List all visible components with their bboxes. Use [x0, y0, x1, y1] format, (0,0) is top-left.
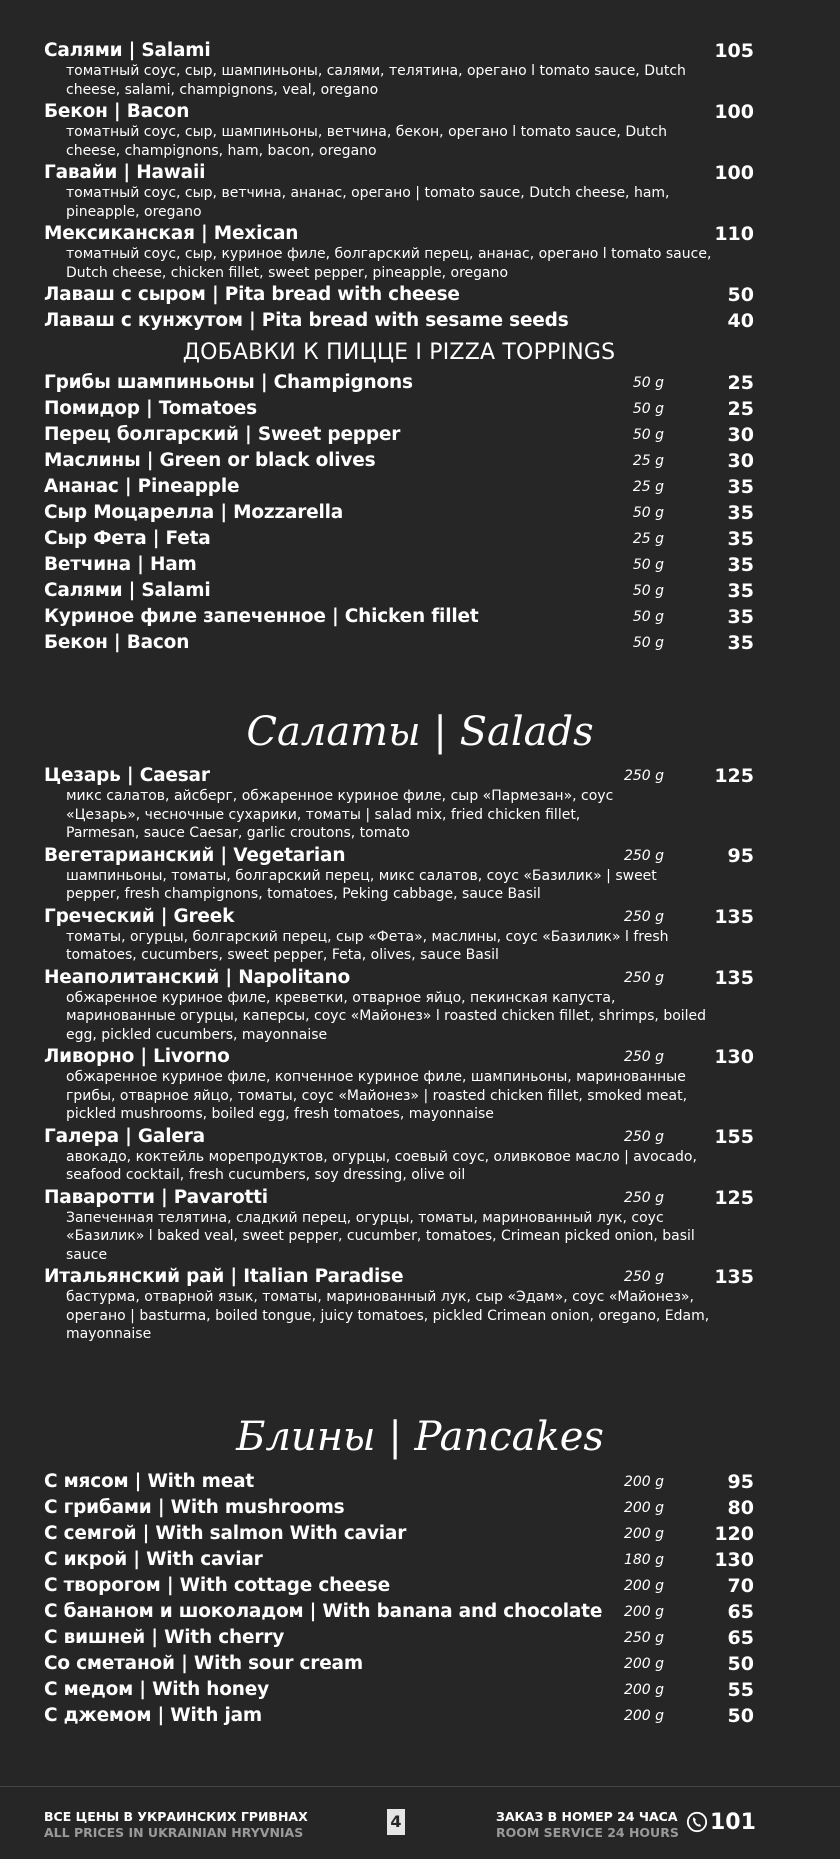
item-price: 35	[727, 502, 754, 524]
menu-item	[44, 630, 754, 656]
item-price: 40	[727, 310, 754, 332]
item-weight: 200 g	[623, 1708, 664, 1724]
item-weight: 250 g	[623, 1630, 664, 1646]
item-price: 65	[727, 1601, 754, 1623]
room-service-phone: 101	[710, 1810, 756, 1835]
item-name: С бананом и шоколадом | With banana and chocolate	[44, 1601, 603, 1622]
menu-item	[44, 160, 754, 221]
item-weight: 250 g	[623, 908, 664, 925]
item-price: 50	[727, 284, 754, 306]
item-price: 35	[727, 606, 754, 628]
menu-item	[44, 763, 754, 843]
item-name: Лаваш с сыром | Pita bread with cheese	[44, 284, 460, 305]
item-name: Со сметаной | With sour cream	[44, 1653, 363, 1674]
menu-item	[44, 500, 754, 526]
item-name: С грибами | With mushrooms	[44, 1497, 345, 1518]
menu-item	[44, 1573, 754, 1599]
item-weight: 200 g	[623, 1526, 664, 1542]
item-weight: 25 g	[632, 479, 664, 495]
menu-item	[44, 99, 754, 160]
item-description: томаты, огурцы, болгарский перец, сыр «Фета», маслины, соус «Базилик» l fresh tomatoes, cucumbers, sweet pepper, Feta, olives, sauce Basil	[66, 928, 669, 963]
item-weight: 250 g	[623, 768, 664, 784]
menu-item	[44, 965, 754, 1045]
item-weight: 50 g	[632, 583, 664, 599]
item-price: 35	[727, 554, 754, 576]
item-weight: 50 g	[632, 375, 664, 391]
item-name: Грибы шампиньоны | Champignons	[44, 372, 413, 393]
menu-item	[44, 1521, 754, 1547]
item-name: Галера | Galera	[44, 1125, 205, 1147]
item-weight: 25 g	[632, 453, 664, 469]
item-name: Итальянский рай | Italian Paradise	[44, 1266, 404, 1287]
item-name: Цезарь | Caesar	[44, 765, 210, 786]
item-price: 135	[714, 1266, 754, 1288]
item-description: томатный соус, сыр, шампиньоны, ветчина, бекон, орегано l tomato sauce, Dutch cheese, champignons, ham, bacon, oregano	[66, 124, 668, 159]
menu-item	[44, 552, 754, 578]
item-weight: 200 g	[623, 1474, 664, 1490]
menu-item	[44, 474, 754, 500]
menu-item	[44, 1547, 754, 1573]
item-name: Ливорно | Livorno	[44, 1046, 230, 1067]
item-weight: 250 g	[623, 1128, 664, 1145]
item-weight: 50 g	[632, 609, 664, 625]
pancakes-list	[44, 1469, 754, 1729]
item-price: 95	[727, 1471, 754, 1493]
item-price: 100	[714, 162, 754, 184]
salads-list	[44, 763, 754, 1344]
item-description: обжаренное куриное филе, креветки, отварное яйцо, пекинская капуста, маринованные огурцы, каперсы, соус «Майонез» l roasted chicken fillet, shrimps, boiled egg, pickled cucumbers, mayonnaise	[66, 989, 707, 1043]
menu-item	[44, 1677, 754, 1703]
item-description: авокадо, коктейль морепродуктов, огурцы, соевый соус, оливковое масло | avocado, seafood cocktail, fresh cucumbers, soy dressing, olive oil	[66, 1148, 697, 1183]
item-price: 100	[714, 101, 754, 123]
item-price: 35	[727, 528, 754, 550]
item-description: микс салатов, айсберг, обжаренное куриное филе, сыр «Пармезан», соус «Цезарь», чесночные сухарики, томаты | salad mix, fried chicken fillet, Parmesan, sauce Caesar, garlic croutons, tomato	[66, 788, 614, 841]
item-price: 155	[714, 1125, 754, 1148]
item-name: Вегетарианский | Vegetarian	[44, 844, 346, 866]
room-service-en: ROOM SERVICE 24 HOURS	[496, 1825, 679, 1840]
item-price: 130	[714, 1549, 754, 1571]
item-weight: 250 g	[623, 969, 664, 986]
menu-item	[44, 1469, 754, 1495]
menu-item	[44, 422, 754, 448]
item-weight: 250 g	[623, 1189, 664, 1206]
item-description: Запеченная телятина, сладкий перец, огурцы, томаты, маринованный лук, соус «Базилик» l baked veal, sweet pepper, cucumber, tomatoes, Crimean picked onion, basil sauce	[66, 1209, 695, 1263]
item-name: Лаваш с кунжутом | Pita bread with sesame seeds	[44, 310, 569, 331]
item-name: С джемом | With jam	[44, 1705, 263, 1726]
item-name: Куриное филе запеченное | Chicken fillet	[44, 606, 479, 627]
item-weight: 200 g	[623, 1500, 664, 1516]
page-number: 4	[387, 1809, 405, 1835]
prices-note-en: ALL PRICES IN UKRAINIAN HRYVNIAS	[44, 1825, 304, 1840]
menu-item	[44, 1264, 754, 1344]
menu-item	[44, 1599, 754, 1625]
item-price: 55	[727, 1679, 754, 1701]
item-description: бастурма, отварной язык, томаты, маринованный лук, сыр «Эдам», соус «Майонез», орегано | basturma, boiled tongue, juicy tomatoes, pickled Crimean onion, oregano, Edam, mayonnaise	[66, 1289, 710, 1342]
item-weight: 180 g	[623, 1552, 664, 1568]
item-weight: 50 g	[632, 635, 664, 651]
menu-item	[44, 1495, 754, 1521]
menu-item	[44, 604, 754, 630]
toppings-list	[44, 370, 754, 656]
item-price: 70	[727, 1575, 754, 1597]
item-weight: 50 g	[632, 401, 664, 417]
item-weight: 200 g	[623, 1656, 664, 1672]
item-price: 120	[714, 1523, 754, 1545]
item-name: Паваротти | Pavarotti	[44, 1186, 268, 1208]
prices-note	[44, 1809, 308, 1841]
item-price: 95	[727, 844, 754, 867]
item-name: С вишней | With cherry	[44, 1627, 285, 1648]
item-price: 80	[727, 1497, 754, 1519]
prices-note-ua: ВСЕ ЦЕНЫ В УКРАИНСКИХ ГРИВНАХ	[44, 1809, 308, 1824]
item-name: Маслины | Green or black olives	[44, 450, 376, 471]
menu-item	[44, 1124, 754, 1185]
item-price: 65	[727, 1627, 754, 1649]
item-price: 35	[727, 632, 754, 654]
item-name: Неаполитанский | Napolitano	[44, 966, 351, 988]
item-name: С творогом | With cottage cheese	[44, 1575, 390, 1596]
menu-item	[44, 38, 754, 99]
item-name: Греческий | Greek	[44, 905, 235, 927]
item-price: 50	[727, 1653, 754, 1675]
item-weight: 25 g	[632, 531, 664, 547]
item-name: С семгой | With salmon With caviar	[44, 1523, 407, 1544]
item-name: Гавайи | Hawaii	[44, 162, 206, 183]
item-description: обжаренное куриное филе, копченное куриное филе, шампиньоны, маринованные грибы, отварное яйцо, томаты, соус «Майонез» | roasted chicken fillet, smoked meat, pickled mushrooms, boiled egg, fresh tomatoes, mayonnaise	[66, 1069, 688, 1122]
item-name: С икрой | With caviar	[44, 1549, 263, 1570]
item-name: Мексиканская | Mexican	[44, 223, 299, 244]
item-name: Ананас | Pineapple	[44, 476, 240, 497]
item-name: Бекон | Bacon	[44, 101, 190, 122]
menu-item	[44, 1703, 754, 1729]
room-service-note	[496, 1809, 679, 1841]
item-price: 135	[714, 966, 754, 989]
item-weight: 50 g	[632, 427, 664, 443]
item-description: томатный соус, сыр, шампиньоны, салями, телятина, орегано l tomato sauce, Dutch cheese, salami, champignons, veal, oregano	[66, 63, 686, 98]
item-name: Салями | Salami	[44, 580, 211, 601]
item-weight: 50 g	[632, 505, 664, 521]
phone-icon	[686, 1811, 708, 1833]
item-price: 30	[727, 450, 754, 472]
menu-item	[44, 370, 754, 396]
item-description: шампиньоны, томаты, болгарский перец, микс салатов, соус «Базилик» | sweet pepper, fresh champignons, tomatoes, Peking cabbage, sauce Basil	[66, 867, 657, 902]
menu-item	[44, 578, 754, 604]
item-name: Сыр Фета | Feta	[44, 528, 211, 549]
item-weight: 200 g	[623, 1604, 664, 1620]
pizza-list	[44, 38, 754, 656]
item-weight: 250 g	[623, 1049, 664, 1065]
menu-item	[44, 843, 754, 904]
section-subheading: ДОБАВКИ К ПИЦЦЕ I PIZZA TOPPINGS	[182, 340, 616, 365]
section-title-pancakes: Блины | Pancakes	[236, 1414, 604, 1460]
menu-item	[44, 396, 754, 422]
item-price: 130	[714, 1046, 754, 1068]
item-price: 30	[727, 424, 754, 446]
room-service-ua: ЗАКАЗ В НОМЕР 24 ЧАСА	[496, 1809, 678, 1824]
item-name: С медом | With honey	[44, 1679, 269, 1700]
item-price: 35	[727, 580, 754, 602]
item-price: 110	[714, 223, 754, 245]
item-description: томатный соус, сыр, куриное филе, болгарский перец, ананас, орегано l tomato sauce, Dutch cheese, chicken fillet, sweet pepper, pineapple, oregano	[66, 246, 712, 281]
menu-item	[44, 1185, 754, 1265]
menu-item	[44, 1651, 754, 1677]
menu-item	[44, 526, 754, 552]
item-price: 135	[714, 905, 754, 928]
menu-item	[44, 904, 754, 965]
item-name: С мясом | With meat	[44, 1471, 255, 1492]
footer	[0, 1786, 840, 1859]
item-price: 35	[727, 476, 754, 498]
item-price: 25	[727, 398, 754, 420]
menu-item	[44, 221, 754, 282]
menu-item	[44, 448, 754, 474]
item-name: Ветчина | Ham	[44, 554, 197, 575]
item-weight: 200 g	[623, 1682, 664, 1698]
menu-item	[44, 1625, 754, 1651]
menu-item	[44, 1044, 754, 1124]
item-price: 105	[714, 40, 754, 62]
menu-item	[44, 308, 754, 334]
item-name: Перец болгарский | Sweet pepper	[44, 424, 401, 445]
item-description: томатный соус, сыр, ветчина, ананас, орегано | tomato sauce, Dutch cheese, ham, pineapple, oregano	[66, 185, 670, 220]
item-weight: 200 g	[623, 1578, 664, 1594]
item-price: 25	[727, 372, 754, 394]
item-name: Бекон | Bacon	[44, 632, 190, 653]
item-weight: 250 g	[623, 1269, 664, 1285]
item-name: Сыр Моцарелла | Mozzarella	[44, 502, 344, 523]
section-title-salads: Салаты | Salads	[246, 709, 594, 755]
item-name: Помидор | Tomatoes	[44, 398, 257, 419]
item-weight: 50 g	[632, 557, 664, 573]
item-weight: 250 g	[623, 847, 664, 864]
item-name: Салями | Salami	[44, 40, 211, 61]
item-price: 50	[727, 1705, 754, 1727]
item-price: 125	[714, 1186, 754, 1209]
menu-item	[44, 282, 754, 308]
item-price: 125	[714, 765, 754, 787]
